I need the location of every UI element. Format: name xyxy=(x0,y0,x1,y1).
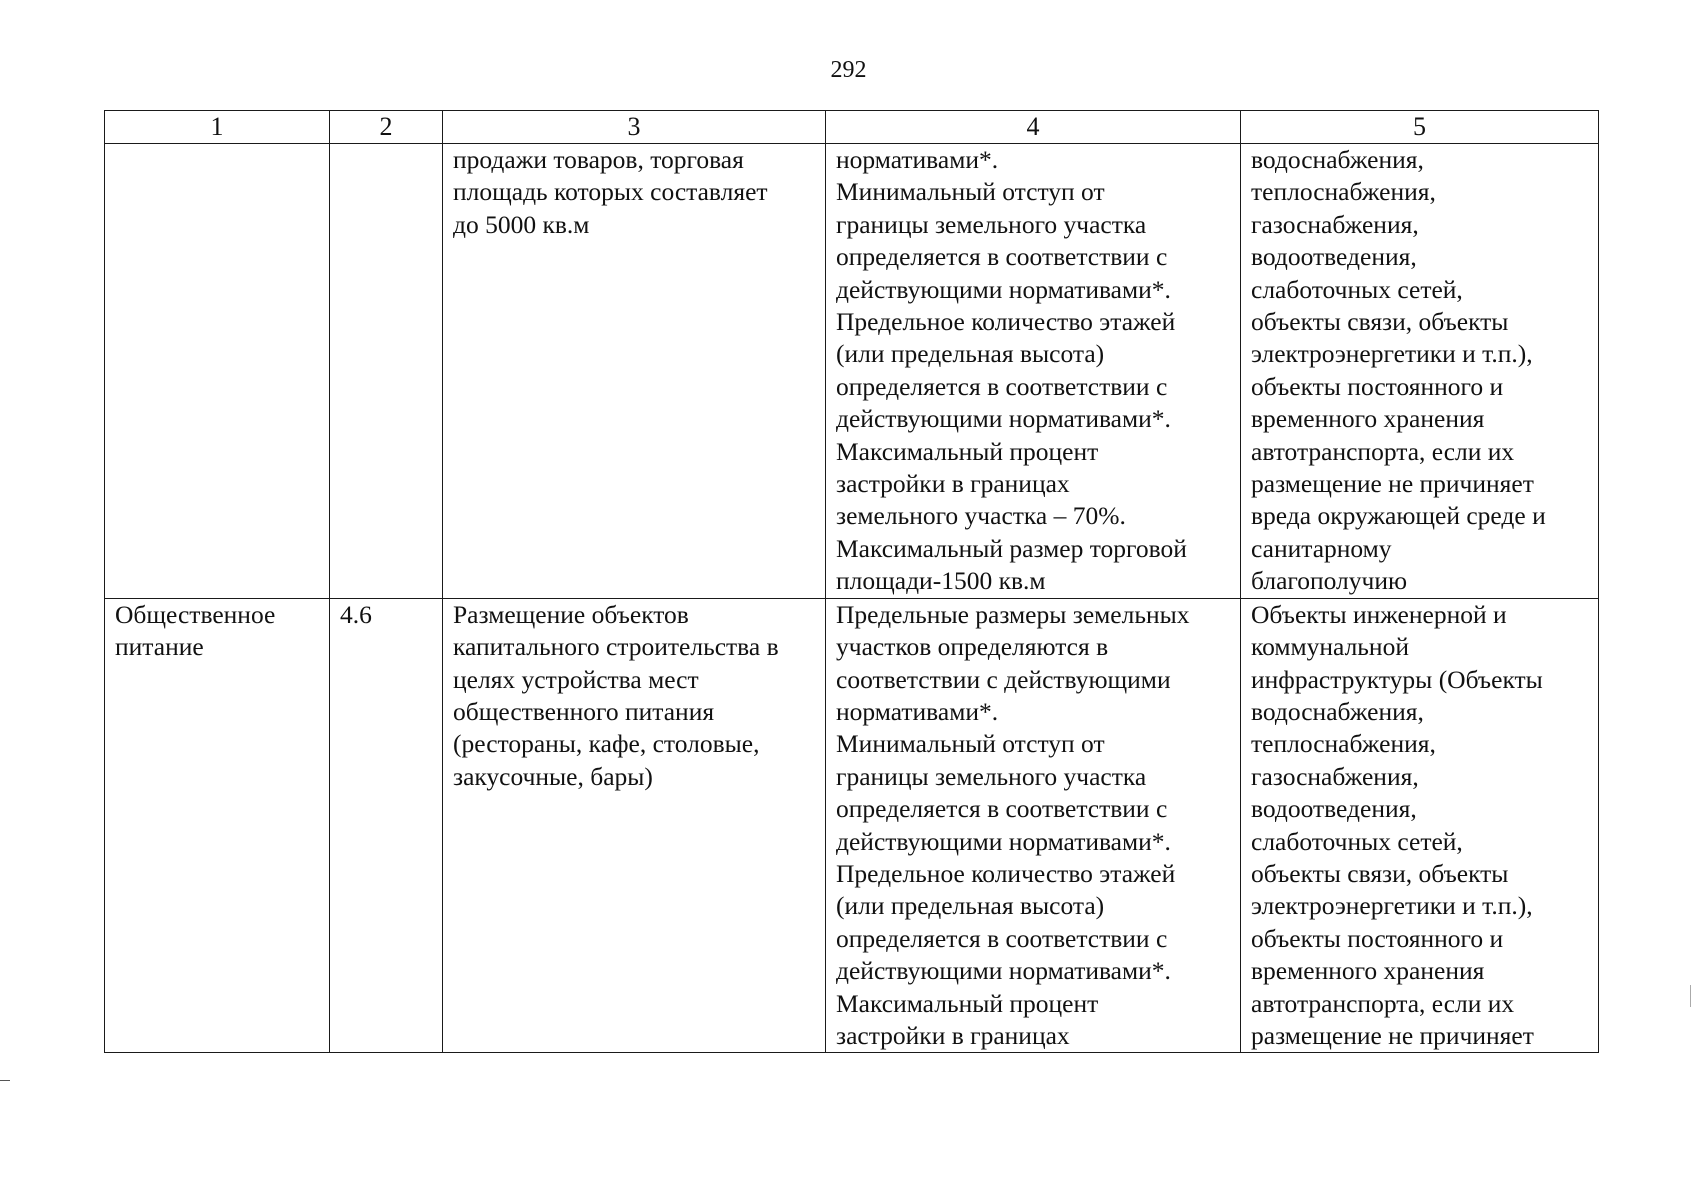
land-use-table xyxy=(104,110,1599,1053)
page-number: 292 xyxy=(830,57,867,83)
column-header-2: 2 xyxy=(330,111,443,144)
use-type-name-cell xyxy=(105,144,330,599)
column-header-5: 5 xyxy=(1241,111,1599,144)
use-type-description-cell: Размещение объектов капитального строительства в целях устройства мест общественного питания (рестораны, кафе, столовые, закусочные, бары) xyxy=(443,598,826,1053)
parameters-cell: Предельные размеры земельных участков определяются в соответствии с действующими нормативами*. Минимальный отступ от границы земельного участка определяется в соответствии с действующими нормативами*. Предельное количество этажей (или предельная высота) определяется в соответствии с действующими нормативами*. Максимальный процент застройки в границах xyxy=(826,598,1241,1053)
use-type-description-cell: продажи товаров, торговая площадь которых составляет до 5000 кв.м xyxy=(443,144,826,599)
parameters-cell: нормативами*. Минимальный отступ от границы земельного участка определяется в соответствии с действующими нормативами*. Предельное количество этажей (или предельная высота) определяется в соответствии с действующими нормативами*. Максимальный процент застройки в границах земельного участка – 70%. Максимальный размер торговой площади-1500 кв.м xyxy=(826,144,1241,599)
use-type-code-cell: 4.6 xyxy=(330,598,443,1053)
table-row xyxy=(105,144,1599,599)
column-header-3: 3 xyxy=(443,111,826,144)
use-type-name-cell: Общественное питание xyxy=(105,598,330,1053)
use-type-code-cell xyxy=(330,144,443,599)
column-header-4: 4 xyxy=(826,111,1241,144)
table-row xyxy=(105,598,1599,1053)
scan-margin-mark xyxy=(0,1080,10,1081)
scan-margin-mark xyxy=(1690,985,1691,1007)
auxiliary-uses-cell: водоснабжения, теплоснабжения, газоснабжения, водоотведения, слаботочных сетей, объекты связи, объекты электроэнергетики и т.п.), объекты постоянного и временного хранения автотранспорта, если их размещение не причиняет вреда окружающей среде и санитарному благополучию xyxy=(1241,144,1599,599)
header-row xyxy=(105,111,1599,144)
column-header-1: 1 xyxy=(105,111,330,144)
auxiliary-uses-cell: Объекты инженерной и коммунальной инфраструктуры (Объекты водоснабжения, теплоснабжения, газоснабжения, водоотведения, слаботочных сетей, объекты связи, объекты электроэнергетики и т.п.), объекты постоянного и временного хранения автотранспорта, если их размещение не причиняет xyxy=(1241,598,1599,1053)
